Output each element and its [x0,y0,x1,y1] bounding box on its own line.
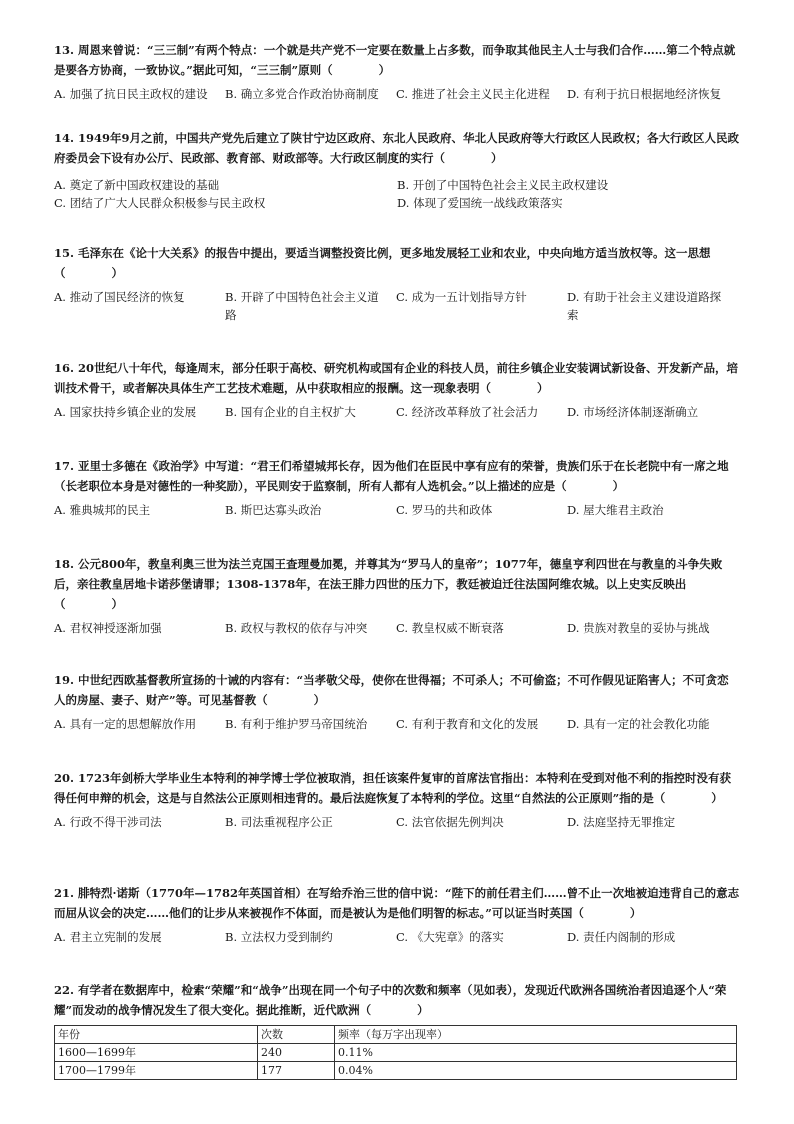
table-cell: 177 [258,1062,335,1080]
question-16 [54,358,740,421]
table-cell: 1700—1799年 [55,1062,258,1080]
option-a[interactable]: A. 加强了抗日民主政权的建设 [54,87,208,101]
option-c[interactable]: C. 罗马的共和政体 [396,503,493,517]
option-b[interactable]: B. 立法权力受到制约 [225,930,333,944]
options-row [54,928,740,946]
option-a[interactable]: A. 雅典城邦的民主 [54,503,151,517]
option-b[interactable]: B. 司法重视程序公正 [225,815,333,829]
options-row [54,288,740,324]
table-cell: 240 [258,1044,335,1062]
option-b[interactable]: B. 有利于维护罗马帝国统治 [225,717,368,731]
option-a[interactable]: A. 具有一定的思想解放作用 [54,717,197,731]
options-grid [54,176,740,212]
option-a[interactable]: A. 君主立宪制的发展 [54,930,162,944]
option-c[interactable]: C. 法官依据先例判决 [396,815,504,829]
option-b[interactable]: B. 政权与教权的依存与冲突 [225,621,368,635]
options-row [54,403,740,421]
option-b[interactable]: B. 国有企业的自主权扩大 [225,405,356,419]
option-d[interactable]: D. 贵族对教皇的妥协与挑战 [567,621,710,635]
question-stem: 20. 1723年剑桥大学毕业生本特利的神学博士学位被取消，担任该案件复审的首席法官指出：本特利在受到对他不利的指控时没有获得任何申辩的机会，这是与自然法公正原则相违背的。最后法庭恢复了本特利的学位。这里“自然法的公正原则”指的是（ ） [54,771,732,805]
table-header-cell: 频率（每万字出现率） [335,1026,737,1044]
option-d[interactable]: D. 有助于社会主义建设道路探索 [567,290,722,322]
table-cell: 0.11% [335,1044,737,1062]
option-c[interactable]: C. 《大宪章》的落实 [396,930,504,944]
option-b[interactable]: B. 确立多党合作政治协商制度 [225,87,379,101]
option-c[interactable]: C. 有利于教育和文化的发展 [396,717,539,731]
option-b[interactable]: B. 斯巴达寡头政治 [225,503,322,517]
question-stem: 14. 1949年9月之前，中国共产党先后建立了陕甘宁边区政府、东北人民政府、华北人民政府等大行政区人民政权；各大行政区人民政府委员会下设有办公厅、民政部、教育部、财政部等。大行政区制度的实行（ ） [54,131,740,165]
question-stem: 17. 亚里士多德在《政治学》中写道：“君王们希望城邦长存，因为他们在臣民中享有应有的荣誉，贵族们乐于在长老院中有一席之地（长老职位本身是对德性的一种奖励），平民则安于监察制，所有人都有人选机会。”以上描述的应是（ ） [54,459,729,493]
question-14 [54,128,740,212]
table-row [55,1044,737,1062]
option-a[interactable]: A. 国家扶持乡镇企业的发展 [54,405,197,419]
option-c[interactable]: C. 团结了广大人民群众积极参与民主政权 [54,196,266,210]
option-d[interactable]: D. 法庭坚持无罪推定 [567,815,676,829]
option-d[interactable]: D. 屋大维君主政治 [567,503,664,517]
table-header-cell: 年份 [55,1026,258,1044]
table-row [55,1062,737,1080]
question-stem: 21. 腓特烈·诺斯（1770年—1782年英国首相）在写给乔治三世的信中说：“陛下的前任君主们……曾不止一次地被迫违背自己的意志而屈从议会的决定……他们的让步从来被视作不体面，而是被认为是他们明智的标志。”可以证当时英国（ ） [54,886,740,920]
option-c[interactable]: C. 教皇权威不断衰落 [396,621,504,635]
options-row [54,501,740,519]
question-18 [54,554,740,637]
options-row [54,85,740,103]
option-c[interactable]: C. 推进了社会主义民主化进程 [396,87,550,101]
question-15 [54,243,740,324]
question-stem: 22. 有学者在数据库中，检索“荣耀”和“战争”出现在同一个句子中的次数和频率（见如表），发现近代欧洲各国统治者因追逐个人“荣耀”而发动的战争情况发生了很大变化。据此推断，近代欧洲（ ） [54,983,727,1017]
option-a[interactable]: A. 君权神授逐渐加强 [54,621,162,635]
option-c[interactable]: C. 成为一五计划指导方针 [396,290,527,304]
question-19 [54,670,740,733]
option-d[interactable]: D. 具有一定的社会教化功能 [567,717,710,731]
option-d[interactable]: D. 市场经济体制逐渐确立 [567,405,699,419]
option-a[interactable]: A. 奠定了新中国政权建设的基础 [54,178,220,192]
option-d[interactable]: D. 有利于抗日根据地经济恢复 [567,87,722,101]
table-header-row [55,1026,737,1044]
question-20 [54,768,740,831]
option-a[interactable]: A. 行政不得干涉司法 [54,815,162,829]
options-row [54,619,740,637]
option-b[interactable]: B. 开创了中国特色社会主义民主政权建设 [397,178,609,192]
question-17 [54,456,740,519]
data-table [54,1025,737,1080]
question-stem: 13. 周恩来曾说：“三三制”有两个特点：一个就是共产党不一定要在数量上占多数，而争取其他民主人士与我们合作……第二个特点就是要各方协商，一致协议。”据此可知，“三三制”原则（ ） [54,43,736,77]
option-d[interactable]: D. 体现了爱国统一战线政策落实 [397,196,563,210]
table-cell: 1600—1699年 [55,1044,258,1062]
option-a[interactable]: A. 推动了国民经济的恢复 [54,290,185,304]
options-row [54,813,740,831]
question-13 [54,40,740,103]
question-21 [54,883,740,946]
table-header-cell: 次数 [258,1026,335,1044]
options-row [54,715,740,733]
option-c[interactable]: C. 经济改革释放了社会活力 [396,405,539,419]
table-cell: 0.04% [335,1062,737,1080]
option-b[interactable]: B. 开辟了中国特色社会主义道路 [225,290,379,322]
question-stem: 16. 20世纪八十年代，每逢周末，部分任职于高校、研究机构或国有企业的科技人员，前往乡镇企业安装调试新设备、开发新产品，培训技术骨干，或者解决具体生产工艺技术难题，从中获取相应的报酬。这一现象表明（ ） [54,361,739,395]
question-stem: 19. 中世纪西欧基督教所宣扬的十诫的内容有：“当孝敬父母，使你在世得福；不可杀人；不可偷盗；不可作假见证陷害人；不可贪恋人的房屋、妻子、财产”等。可见基督教（ ） [54,673,729,707]
question-stem: 15. 毛泽东在《论十大关系》的报告中提出，要适当调整投资比例，更多地发展轻工业和农业，中央向地方适当放权等。这一思想（ ） [54,246,711,280]
option-d[interactable]: D. 责任内阁制的形成 [567,930,676,944]
question-stem: 18. 公元800年，教皇利奥三世为法兰克国王查理曼加冕，并尊其为“罗马人的皇帝”；1077年，德皇亨利四世在与教皇的斗争失败后，亲往教皇居地卡诺莎堡请罪；1308-1378年，在法王腓力四世的压力下，教廷被迫迁往法国阿维农城。以上史实反映出（ ） [54,557,723,611]
question-22 [54,980,740,1080]
